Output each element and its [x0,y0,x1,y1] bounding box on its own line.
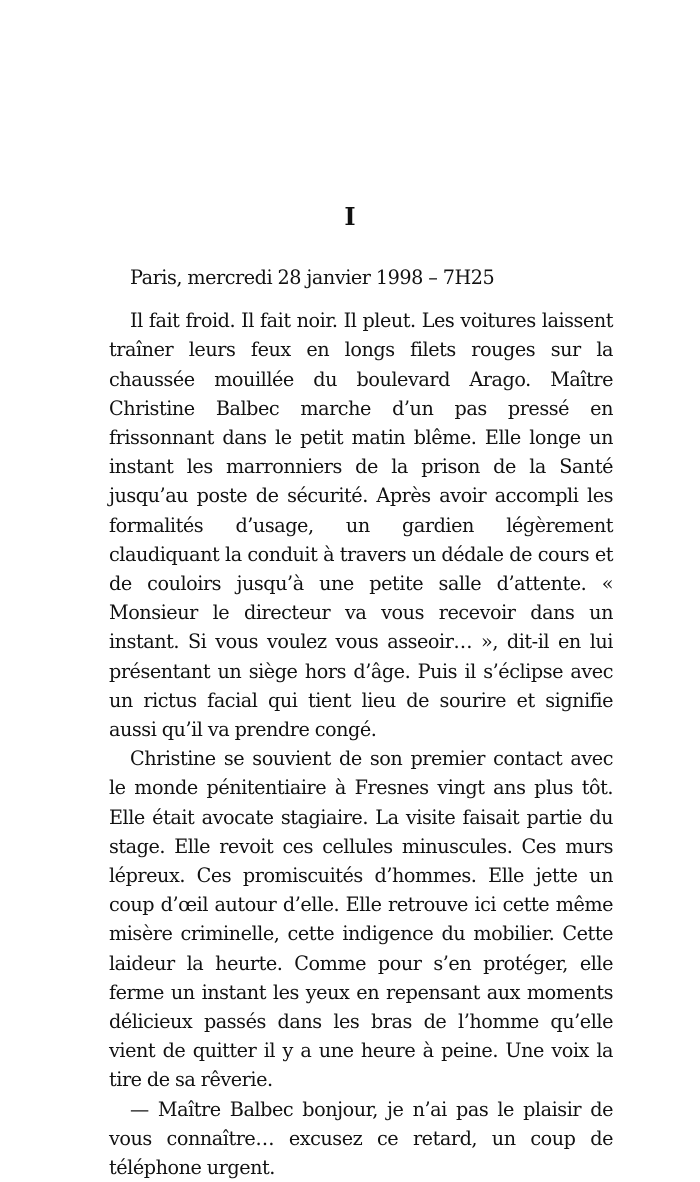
paragraph-3-dialogue: — Maître Balbec bonjour, je n’ai pas le plaisir de vous connaître… excusez ce retard, un coup de téléphone urgent. [109,1097,613,1180]
dateline: Paris, mercredi 28 janvier 1998 – 7H25 [130,266,495,289]
chapter-number: I [344,202,356,231]
body-text [109,263,613,1182]
paragraph-1: Il fait froid. Il fait noir. Il pleut. Les voitures laissent traîner leurs feux en longs filets rouges sur la chaussée mouillée du boulevard Arago. Maître Christine Balbec marche d’un pas pressé en frissonnant dans le petit matin blême. Elle longe un instant les marronniers de la prison de la Santé jusqu’au poste de sécurité. Après avoir accompli les formalités d’usage, un gardien légèrement claudiquant la conduit à travers un dédale de cours et de couloirs jusqu’à une petite salle d’attente. « Monsieur le directeur va vous recevoir dans un instant. Si vous voulez vous asseoir… », dit-il en lui présentant un siège hors d’âge. Puis il s’éclipse avec un rictus facial qui tient lieu de sourire et signifie aussi qu’il va prendre congé. [109,309,613,742]
paragraph-2: Christine se souvient de son premier contact avec le monde pénitentiaire à Fresnes vingt ans plus tôt. Elle était avocate stagiaire. La visite faisait partie du stage. Elle revoit ces cellules minuscules. Ces murs lépreux. Ces promiscuités d’hommes. Elle jette un coup d’œil autour d’elle. Elle retrouve ici cette même misère criminelle, cette indigence du mobilier. Cette laideur la heurte. Comme pour s’en protéger, elle ferme un instant les yeux en repensant aux moments délicieux passés dans les bras de l’homme qu’elle vient de quitter il y a une heure à peine. Une voix la tire de sa rêverie. [109,747,613,1092]
